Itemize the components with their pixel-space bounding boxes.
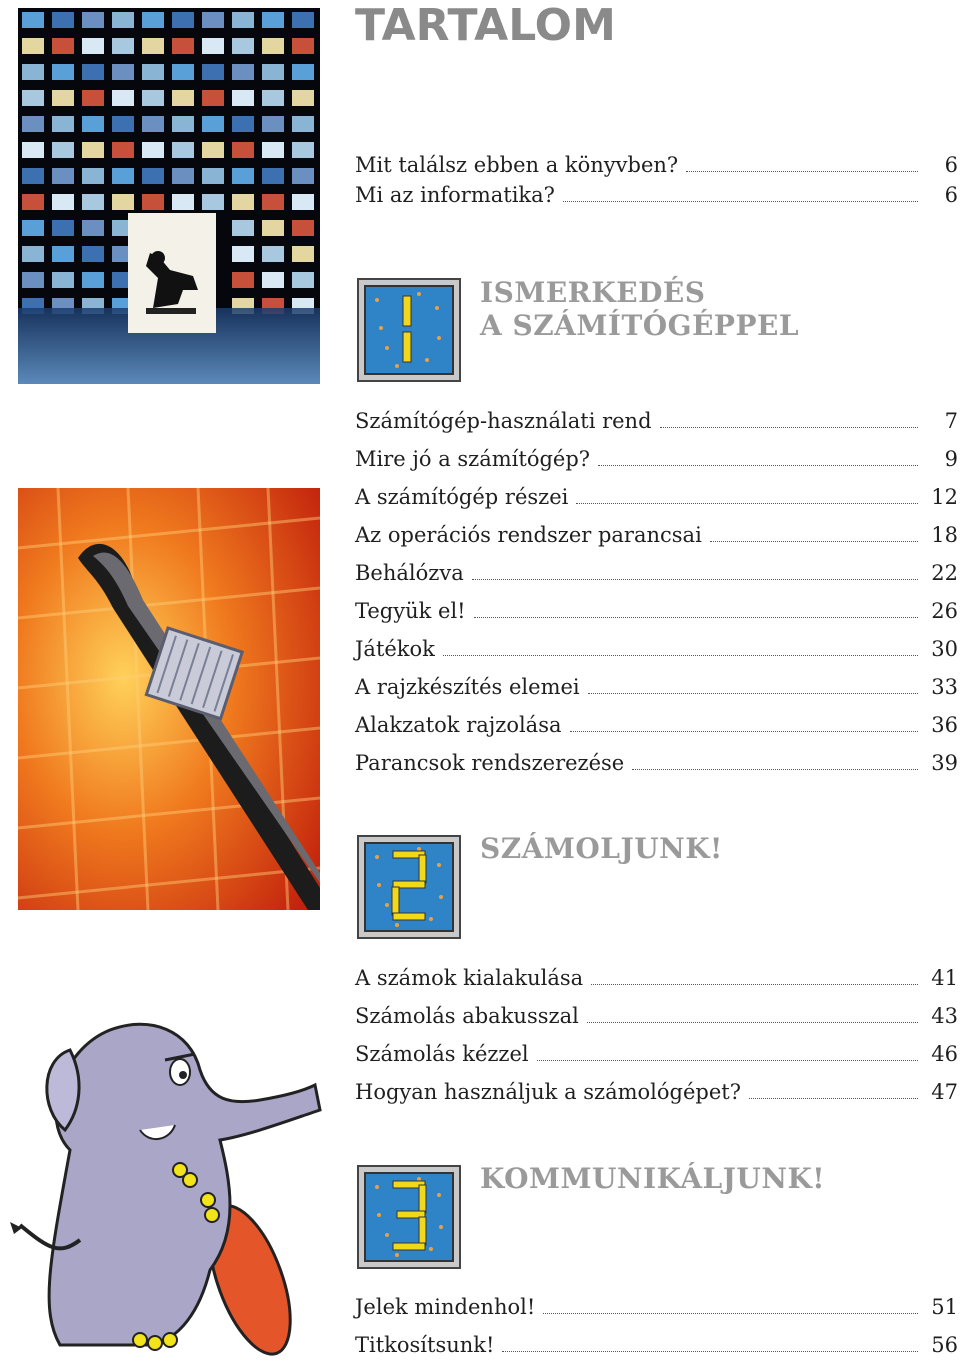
chapter-2-title xyxy=(480,832,723,865)
toc-leader-dots xyxy=(588,692,918,694)
toc-entry-label: Mire jó a számítógép? xyxy=(355,447,591,471)
chapter-2-number-icon xyxy=(357,835,461,939)
toc-page-number: 51 xyxy=(931,1295,958,1319)
tv-screen xyxy=(232,220,254,236)
chapter-1-number-icon xyxy=(357,278,461,382)
toc-entry[interactable] xyxy=(355,1292,958,1322)
tv-screen xyxy=(142,168,164,184)
chapter-title-line: A SZÁMÍTÓGÉPPEL xyxy=(480,309,800,342)
tv-screen xyxy=(262,168,284,184)
tv-screen xyxy=(82,64,104,80)
tv-screen xyxy=(22,272,44,288)
toc-entry-label: Számítógép-használati rend xyxy=(355,409,652,433)
tv-screen xyxy=(22,12,44,28)
tv-screen xyxy=(172,142,194,158)
tv-screen xyxy=(292,64,314,80)
toc-entry-label: Játékok xyxy=(355,637,435,661)
tv-screen xyxy=(202,116,224,132)
toc-entry-label: Alakzatok rajzolása xyxy=(355,713,562,737)
tv-screen xyxy=(82,194,104,210)
toc-entry[interactable] xyxy=(355,444,958,474)
toc-entry[interactable] xyxy=(355,1001,958,1031)
tv-screen xyxy=(262,272,284,288)
toc-leader-dots xyxy=(686,170,918,172)
tv-screen xyxy=(142,116,164,132)
toc-entry[interactable] xyxy=(355,596,958,626)
toc-leader-dots xyxy=(660,426,918,428)
tv-screen xyxy=(52,90,74,106)
tv-screen xyxy=(262,38,284,54)
chapter-3-title xyxy=(480,1162,825,1195)
tv-screen xyxy=(142,142,164,158)
tv-screen xyxy=(232,168,254,184)
toc-page-number: 39 xyxy=(931,751,958,775)
toc-page-number: 41 xyxy=(931,966,958,990)
toc-leader-dots xyxy=(570,730,918,732)
toc-entry[interactable] xyxy=(355,406,958,436)
page-title: TARTALOM xyxy=(355,0,616,51)
tv-screen xyxy=(172,38,194,54)
toc-page-number: 7 xyxy=(944,409,958,433)
chapter-1-title xyxy=(480,276,799,342)
tv-screen xyxy=(52,64,74,80)
toc-entry[interactable] xyxy=(355,482,958,512)
toc-page-number: 18 xyxy=(931,523,958,547)
tv-screen xyxy=(172,12,194,28)
tv-screen xyxy=(82,12,104,28)
tv-screen xyxy=(22,116,44,132)
tv-screen xyxy=(172,168,194,184)
tv-screen xyxy=(112,142,134,158)
tv-screen xyxy=(292,12,314,28)
toc-page-number: 43 xyxy=(931,1004,958,1028)
tv-screen xyxy=(142,12,164,28)
tv-screen xyxy=(22,90,44,106)
toc-entry[interactable] xyxy=(355,1077,958,1107)
toc-leader-dots xyxy=(587,1021,918,1023)
elephant-illustration xyxy=(0,1010,335,1361)
toc-page-number: 33 xyxy=(931,675,958,699)
tv-screen xyxy=(22,64,44,80)
toc-leader-dots xyxy=(632,768,918,770)
toc-entry[interactable] xyxy=(355,963,958,993)
tv-screen xyxy=(112,38,134,54)
tv-screen xyxy=(292,116,314,132)
toc-entry[interactable] xyxy=(355,558,958,588)
tv-screen xyxy=(292,246,314,262)
chip-tweezers-photo xyxy=(18,488,320,910)
toc-page-number: 46 xyxy=(931,1042,958,1066)
toc-entry-label: Parancsok rendszerezése xyxy=(355,751,625,775)
tv-screen xyxy=(202,38,224,54)
tv-screen xyxy=(202,12,224,28)
tv-screen xyxy=(82,272,104,288)
toc-entry[interactable] xyxy=(355,1330,958,1360)
toc-page-number: 22 xyxy=(931,561,958,585)
tv-screen xyxy=(232,194,254,210)
tv-screen xyxy=(112,116,134,132)
tv-screen xyxy=(22,168,44,184)
tv-screen xyxy=(52,272,74,288)
tv-screen xyxy=(112,12,134,28)
tv-screen xyxy=(262,90,284,106)
tv-screen xyxy=(52,38,74,54)
toc-entry-label: Mit találsz ebben a könyvben? xyxy=(355,153,679,177)
tv-screen xyxy=(292,168,314,184)
tv-screen xyxy=(52,142,74,158)
tv-screen xyxy=(22,142,44,158)
tv-screen xyxy=(22,38,44,54)
toc-page-number: 12 xyxy=(931,485,958,509)
tv-screen xyxy=(232,38,254,54)
tv-screen xyxy=(22,220,44,236)
tv-screen xyxy=(172,64,194,80)
toc-entry-label: Titkosítsunk! xyxy=(355,1333,495,1357)
toc-leader-dots xyxy=(543,1312,918,1314)
tv-screen xyxy=(172,116,194,132)
toc-page-number: 56 xyxy=(931,1333,958,1357)
tv-wall-photo xyxy=(18,8,320,384)
toc-page-number: 36 xyxy=(931,713,958,737)
toc-page-number: 6 xyxy=(944,153,958,177)
chapter-title-line: SZÁMOLJUNK! xyxy=(480,832,723,865)
tv-screen xyxy=(232,272,254,288)
toc-entry-label: Számolás kézzel xyxy=(355,1042,529,1066)
toc-page-number: 47 xyxy=(931,1080,958,1104)
tv-screen xyxy=(112,194,134,210)
toc-entry-label: Hogyan használjuk a számológépet? xyxy=(355,1080,741,1104)
tv-screen xyxy=(202,90,224,106)
tv-screen xyxy=(82,220,104,236)
tv-screen xyxy=(202,64,224,80)
toc-page-number: 9 xyxy=(944,447,958,471)
tv-screen xyxy=(82,90,104,106)
tv-screen xyxy=(52,194,74,210)
tv-screen xyxy=(292,142,314,158)
tv-screen xyxy=(262,12,284,28)
toc-entry[interactable] xyxy=(355,710,958,740)
tv-screen xyxy=(22,246,44,262)
tv-screen xyxy=(112,90,134,106)
tv-screen xyxy=(202,142,224,158)
toc-leader-dots xyxy=(576,502,918,504)
toc-leader-dots xyxy=(474,616,918,618)
tv-screen xyxy=(262,220,284,236)
tv-screen xyxy=(262,64,284,80)
toc-entry[interactable] xyxy=(355,672,958,702)
toc-leader-dots xyxy=(563,200,918,202)
tv-screen xyxy=(262,194,284,210)
tv-screen xyxy=(292,272,314,288)
toc-entry[interactable] xyxy=(355,180,958,210)
toc-page-number: 30 xyxy=(931,637,958,661)
tv-screen xyxy=(82,142,104,158)
tv-screen xyxy=(262,142,284,158)
toc-entry[interactable] xyxy=(355,634,958,664)
tv-screen xyxy=(52,168,74,184)
toc-leader-dots xyxy=(598,464,918,466)
tv-screen xyxy=(262,246,284,262)
toc-leader-dots xyxy=(749,1097,918,1099)
tv-screen xyxy=(292,220,314,236)
toc-entry[interactable] xyxy=(355,520,958,550)
tv-screen xyxy=(262,116,284,132)
toc-entry[interactable] xyxy=(355,150,958,180)
tv-screen xyxy=(232,246,254,262)
tv-screen xyxy=(292,194,314,210)
toc-leader-dots xyxy=(591,983,918,985)
tv-screen xyxy=(82,168,104,184)
tv-screen xyxy=(232,116,254,132)
toc-leader-dots xyxy=(443,654,918,656)
tv-screen xyxy=(202,168,224,184)
tv-screen xyxy=(232,12,254,28)
tv-screen xyxy=(22,194,44,210)
tv-screen xyxy=(142,194,164,210)
toc-leader-dots xyxy=(537,1059,918,1061)
tv-screen xyxy=(52,220,74,236)
toc-entry-label: Az operációs rendszer parancsai xyxy=(355,523,702,547)
toc-entry-label: Tegyük el! xyxy=(355,599,466,623)
toc-entry-label: A rajzkészítés elemei xyxy=(355,675,580,699)
toc-entry[interactable] xyxy=(355,748,958,778)
tv-screen xyxy=(172,194,194,210)
toc-page-number: 26 xyxy=(931,599,958,623)
tv-screen xyxy=(232,64,254,80)
tv-screen xyxy=(52,116,74,132)
tv-screen xyxy=(142,38,164,54)
chapter-title-line: KOMMUNIKÁLJUNK! xyxy=(480,1162,826,1195)
tv-screen xyxy=(232,90,254,106)
chapter-title-line: ISMERKEDÉS xyxy=(480,276,706,309)
toc-entry-label: Mi az informatika? xyxy=(355,183,555,207)
toc-leader-dots xyxy=(502,1350,918,1352)
tv-screen xyxy=(82,246,104,262)
toc-entry-label: A számok kialakulása xyxy=(355,966,584,990)
chapter-3-number-icon xyxy=(357,1165,461,1269)
toc-entry-label: Behálózva xyxy=(355,561,464,585)
tv-screen xyxy=(82,116,104,132)
tv-screen xyxy=(292,38,314,54)
toc-page-number: 6 xyxy=(944,183,958,207)
toc-leader-dots xyxy=(472,578,918,580)
tv-screen xyxy=(142,64,164,80)
toc-entry[interactable] xyxy=(355,1039,958,1069)
toc-leader-dots xyxy=(710,540,918,542)
tv-screen xyxy=(292,90,314,106)
tv-screen xyxy=(232,142,254,158)
tv-screen xyxy=(142,90,164,106)
tv-screen xyxy=(112,64,134,80)
tv-screen xyxy=(112,168,134,184)
tv-screen xyxy=(52,246,74,262)
toc-entry-label: Jelek mindenhol! xyxy=(355,1295,536,1319)
toc-entry-label: A számítógép részei xyxy=(355,485,569,509)
tv-screen xyxy=(202,194,224,210)
tv-screen xyxy=(52,12,74,28)
tv-screen xyxy=(82,38,104,54)
toc-entry-label: Számolás abakusszal xyxy=(355,1004,579,1028)
tv-screen xyxy=(172,90,194,106)
